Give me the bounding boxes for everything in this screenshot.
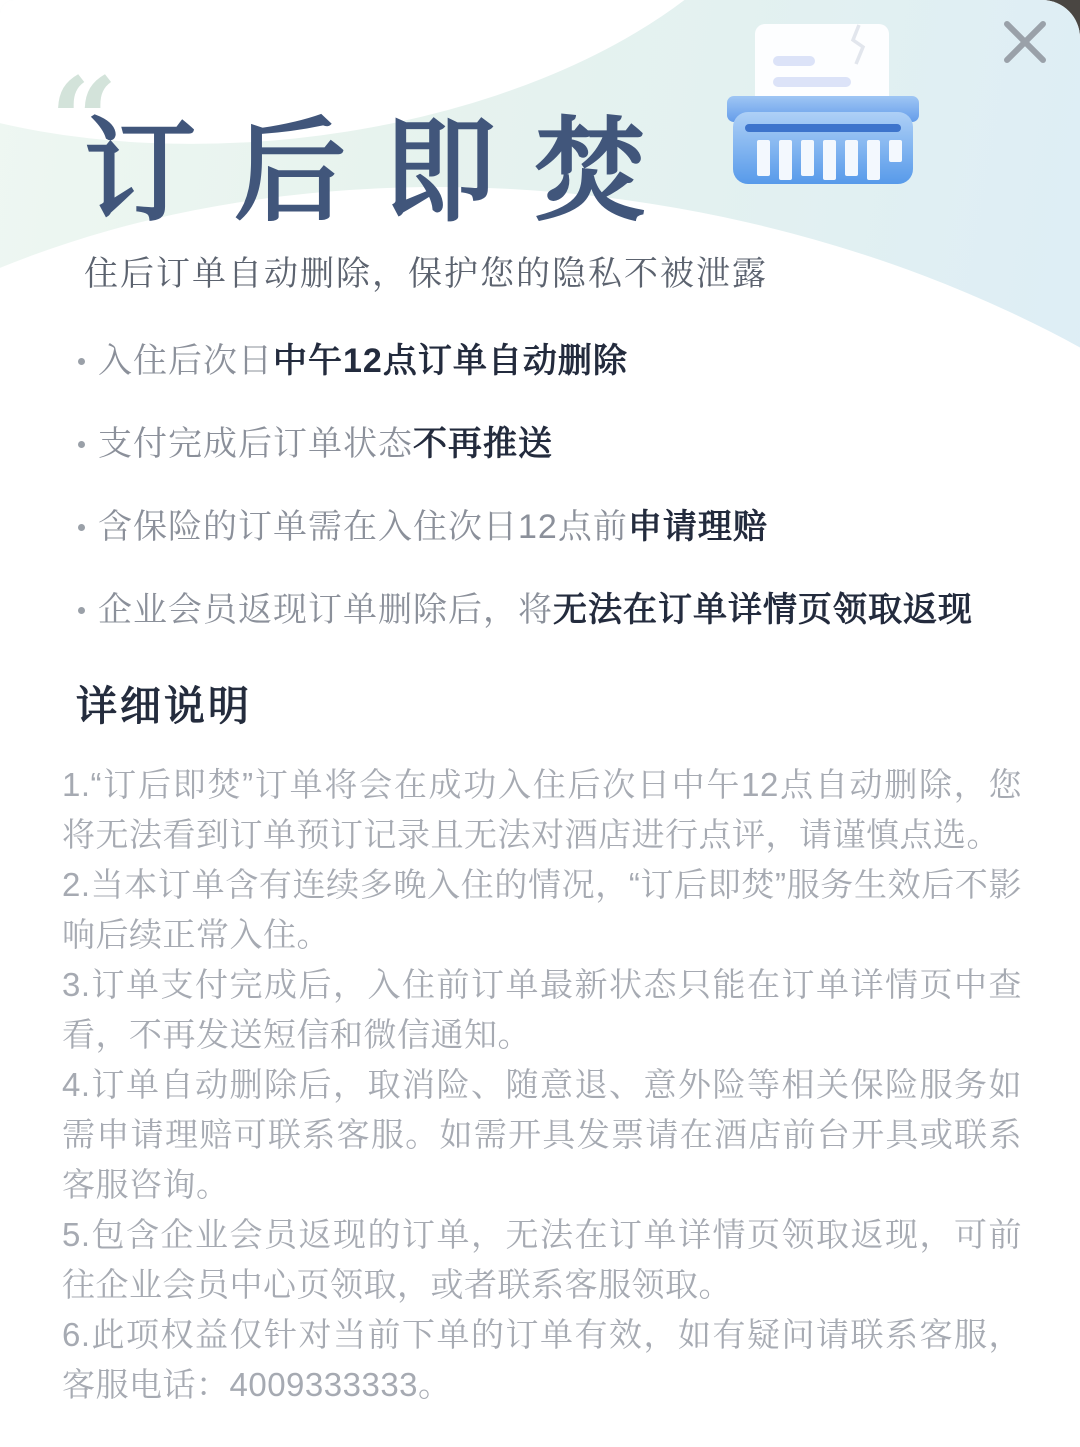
highlight-text-normal: 支付完成后订单状态 xyxy=(98,425,413,463)
details-list xyxy=(62,760,1022,1410)
detail-item: 1.“订后即焚”订单将会在成功入住后次日中午12点自动删除，您将无法看到订单预订记录且无法对酒店进行点评，请谨慎点选。 xyxy=(62,766,1022,853)
details-heading: 详细说明 xyxy=(76,683,252,729)
close-icon xyxy=(1000,17,1050,67)
page-title: 订后即焚 xyxy=(84,109,684,234)
detail-item: 6.此项权益仅针对当前下单的订单有效，如有疑问请联系客服，客服电话：4009333333。 xyxy=(62,1316,1022,1403)
highlight-text-bold: 申请理赔 xyxy=(627,508,768,546)
detail-item: 4.订单自动删除后，取消险、随意退、意外险等相关保险服务如需申请理赔可联系客服。如需开具发票请在酒店前台开具或联系客服咨询。 xyxy=(62,1066,1022,1203)
decorative-quote-icon: “ xyxy=(50,51,118,190)
highlight-item xyxy=(78,508,1040,546)
highlight-list xyxy=(0,342,1080,629)
page-subtitle: 住后订单自动删除，保护您的隐私不被泄露 xyxy=(84,255,768,293)
detail-item: 2.当本订单含有连续多晚入住的情况，“订后即焚”服务生效后不影响后续正常入住。 xyxy=(62,866,1022,953)
highlight-item xyxy=(78,342,1040,380)
highlight-item xyxy=(78,591,1040,629)
highlight-item xyxy=(78,425,1040,463)
highlight-text-bold: 不再推送 xyxy=(413,425,553,463)
highlight-text-normal: 含保险的订单需在入住次日12点前 xyxy=(98,508,628,546)
detail-item: 5.包含企业会员返现的订单，无法在订单详情页领取返现，可前往企业会员中心页领取，或者联系客服领取。 xyxy=(62,1216,1022,1303)
highlight-text-bold: 无法在订单详情页领取返现 xyxy=(553,591,973,629)
close-button[interactable] xyxy=(1000,17,1050,67)
highlight-text-normal: 入住后次日 xyxy=(98,342,273,380)
highlight-text-normal: 企业会员返现订单删除后，将 xyxy=(98,591,553,629)
highlight-text-bold: 中午12点订单自动删除 xyxy=(273,342,628,380)
detail-item: 3.订单支付完成后，入住前订单最新状态只能在订单详情页中查看，不再发送短信和微信通知。 xyxy=(62,966,1022,1053)
